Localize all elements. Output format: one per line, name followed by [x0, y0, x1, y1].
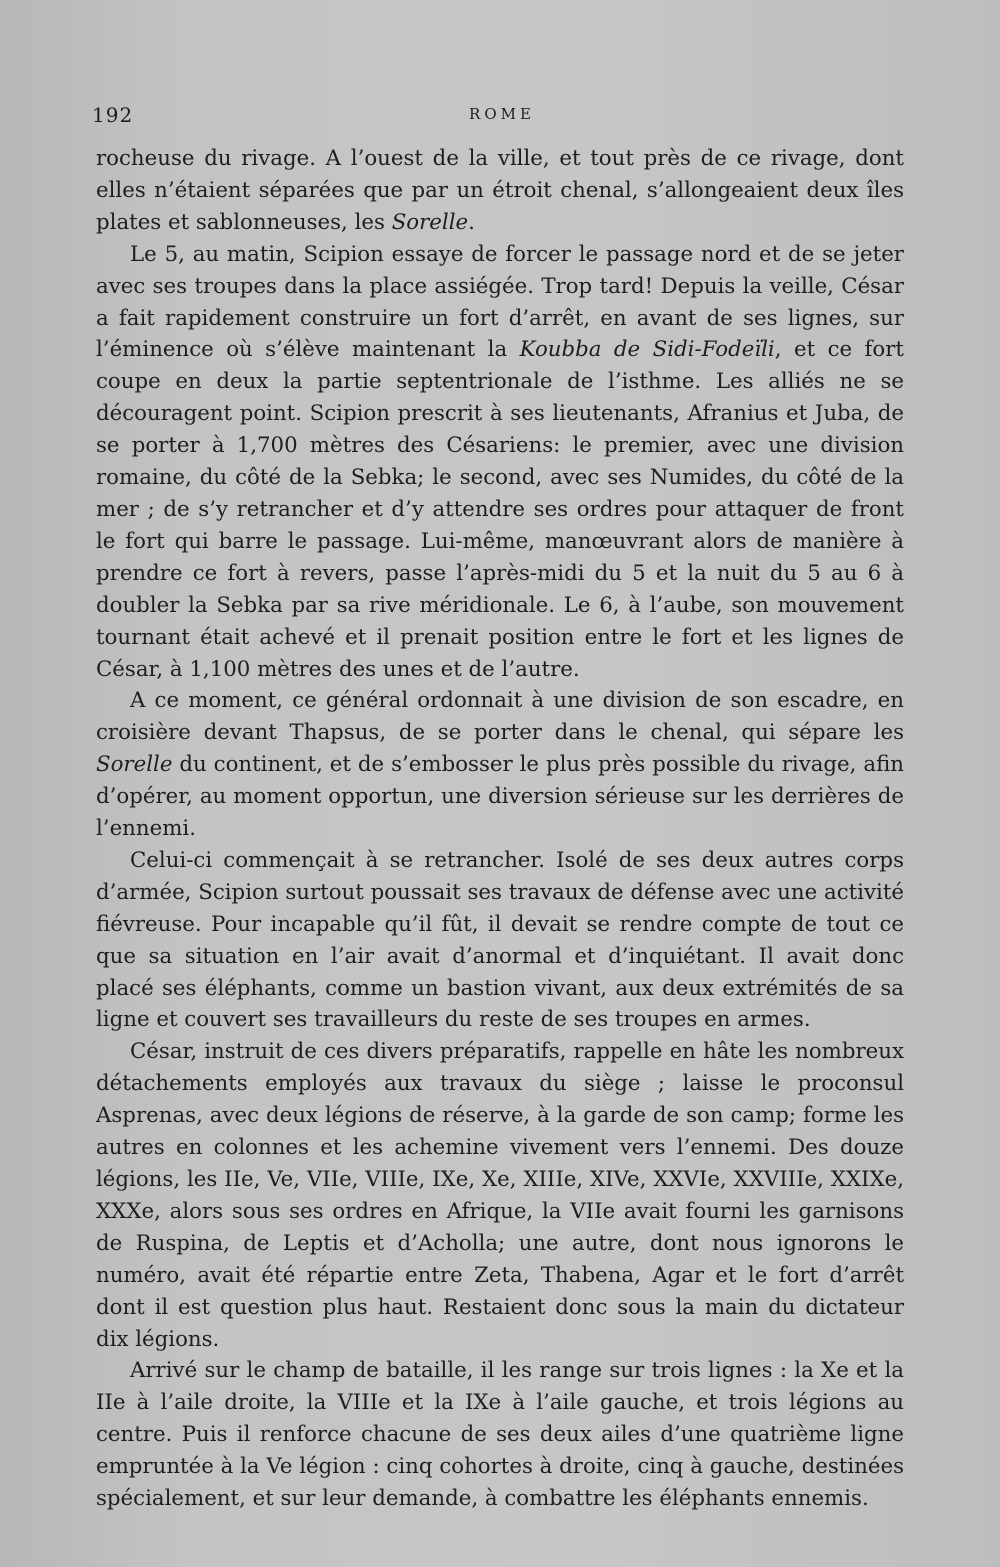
- text-run: César, instruit de ces divers préparatifs, rappelle en hâte les nombreux détachements employés aux travaux du siège ; laisse le proconsul Asprenas, avec deux légions de réserve, à la garde de son camp; forme les autres en colonnes et les achemine vivement vers l’ennemi. Des douze légions, les IIe, Ve, VIIe, VIIIe, IXe, Xe, XIIIe, XIVe, XXVIe, XXVIIIe, XXIXe, XXXe, alors sous ses ordres en Afrique, la VIIe avait fourni les garnisons de Ruspina, de Leptis et d’Acholla; une autre, dont nous ignorons le numéro, avait été répartie entre Zeta, Thabena, Agar et le fort d’arrêt dont il est question plus haut. Restaient donc sous la main du dictateur dix légions.: [96, 1039, 904, 1352]
- paragraph: [96, 143, 904, 239]
- text-run: A ce moment, ce général ordonnait à une division de son escadre, en croisière devant Thapsus, de se porter dans le chenal, qui sépare les: [96, 688, 904, 746]
- paragraph: [96, 1355, 904, 1515]
- italic-text: Koubba de Sidi-Fodeïli: [519, 337, 775, 363]
- italic-text: Sorelle: [391, 209, 469, 235]
- text-run: Celui-ci commençait à se retrancher. Isolé de ses deux autres corps d’armée, Scipion surtout poussait ses travaux de défense avec une activité fiévreuse. Pour incapable qu’il fût, il devait se rendre compte de tout ce que sa situation en l’air avait d’anormal et d’inquiétant. Il avait donc placé ses éléphants, comme un bastion vivant, aux deux extrémités de sa ligne et couvert ses travailleurs du reste de ses troupes en armes.: [96, 847, 904, 1033]
- running-head: ROME: [469, 105, 535, 123]
- text-run: Arrivé sur le champ de bataille, il les range sur trois lignes : la Xe et la IIe à l’aile droite, la VIIIe et la IXe à l’aile gauche, et trois légions au centre. Puis il renforce chacune de ses deux ailes d’une quatrième ligne empruntée à la Ve légion : cinq cohortes à droite, cinq à gauche, destinées spécialement, et sur leur demande, à combattre les éléphants ennemis.: [96, 1358, 904, 1512]
- italic-text: Sorelle: [96, 752, 173, 778]
- text-run: du continent, et de s’embosser le plus près possible du rivage, afin d’opérer, au moment opportun, une diversion sérieuse sur les derrières de l’ennemi.: [96, 752, 904, 842]
- text-run: Le 5, au matin, Scipion essaye de forcer le passage nord et de se jeter avec ses troupes dans la place assiégée. Trop tard! Depuis la veille, César a fait rapidement construire un fort d’arrêt, en avant de ses lignes, sur l’éminence où s’élève maintenant la: [96, 241, 904, 363]
- page-header: [92, 103, 912, 133]
- paragraph: [96, 685, 904, 845]
- text-run: rocheuse du rivage. A l’ouest de la ville, et tout près de ce rivage, dont elles n’étaient séparées que par un étroit chenal, s’allongeaient deux îles plates et sablonneuses, les: [96, 146, 904, 235]
- text-run: .: [468, 209, 475, 235]
- page-number: 192: [92, 103, 134, 127]
- paragraph: [96, 1036, 904, 1355]
- text-run: , et ce fort coupe en deux la partie septentrionale de l’isthme. Les alliés ne se découragent point. Scipion prescrit à ses lieutenants, Afranius et Juba, de se porter à 1,700 mètres des Césariens: le premier, avec une division romaine, du côté de la Sebka; le second, avec ses Numides, du côté de la mer ; de s’y retrancher et d’y attendre ses ordres pour attaquer de front le fort qui barre le passage. Lui-même, manœuvrant alors de manière à prendre ce fort à revers, passe l’après-midi du 5 et la nuit du 5 au 6 à doubler la Sebka par sa rive méridionale. Le 6, à l’aube, son mouvement tournant était achevé et il prenait position entre le fort et les lignes de César, à 1,100 mètres des unes et de l’autre.: [96, 337, 904, 682]
- paragraph: [96, 845, 904, 1036]
- body-text: [96, 143, 904, 1515]
- paragraph: [96, 239, 904, 686]
